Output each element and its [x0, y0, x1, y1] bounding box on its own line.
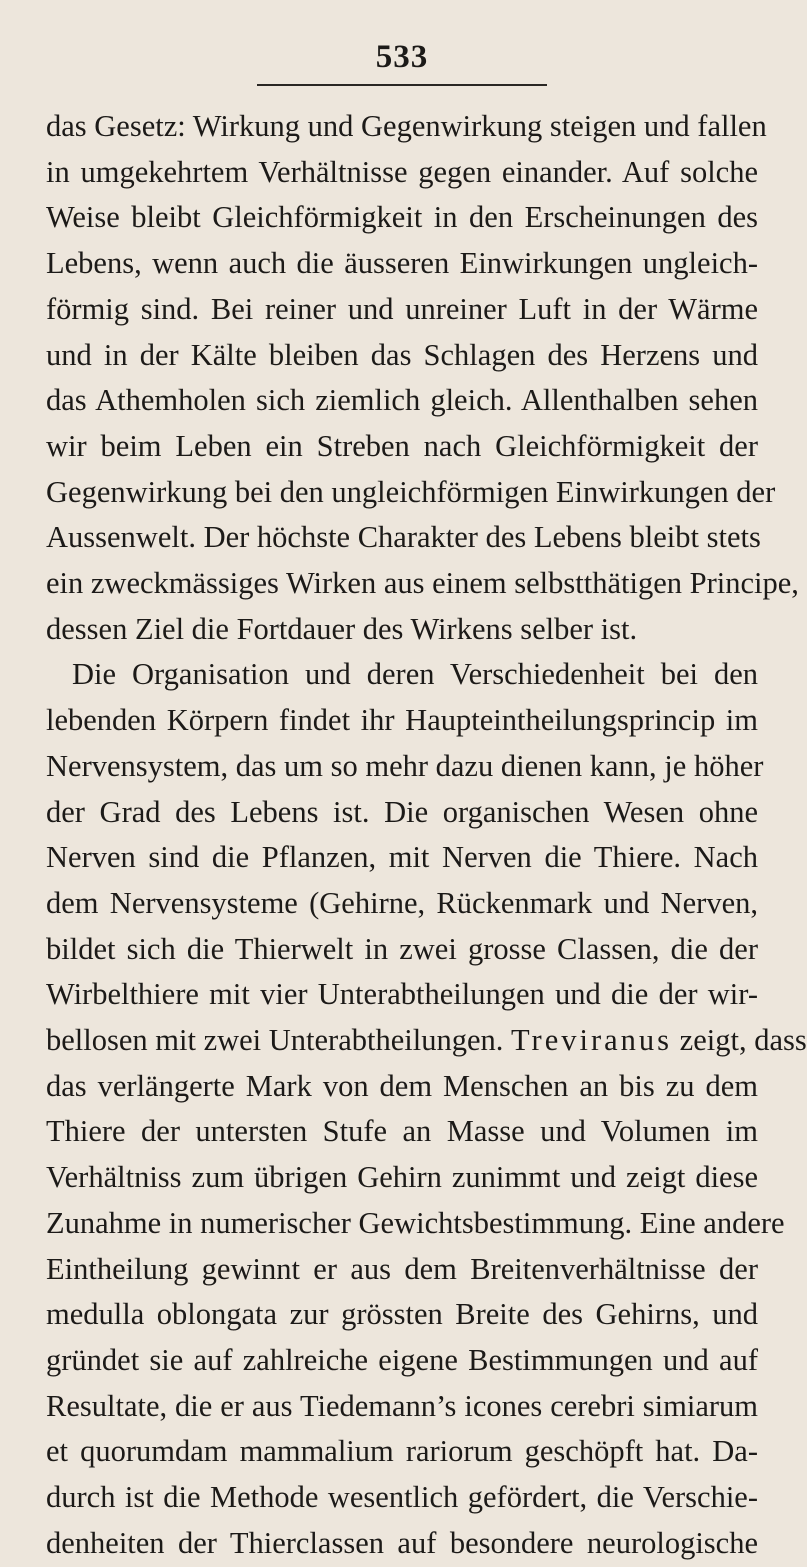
text-line-10: Aussenwelt. Der höchste Charakter des Lebens bleibt stets [46, 520, 761, 555]
text-line-6: und in der Kälte bleiben das Schlagen des Herzens und [46, 337, 758, 372]
text-line-11: ein zweckmässiges Wirken aus einem selbstthätigen Principe, [46, 566, 799, 601]
text-line-29: Resultate, die er aus Tiedemann’s icones cerebri simiarum [46, 1388, 758, 1423]
text-line-12: dessen Ziel die Fortdauer des Wirkens selber ist. [46, 611, 638, 646]
text-line-23: Thiere der untersten Stufe an Masse und Volumen im [46, 1114, 758, 1149]
header-rule [257, 84, 547, 86]
body-text [46, 104, 807, 1567]
text-line-21-end: zeigt, dass [672, 1023, 807, 1058]
text-line-32: denheiten der Thierclassen auf besondere neurologische [46, 1525, 758, 1560]
text-line-3: Weise bleibt Gleichförmigkeit in den Erscheinungen des [46, 200, 758, 235]
text-line-2: in umgekehrtem Verhältnisse gegen einander. Auf solche [46, 154, 758, 189]
text-line-13: Die Organisation und deren Verschiedenheit bei den [72, 657, 758, 692]
text-line-24: Verhältniss zum übrigen Gehirn zunimmt und zeigt diese [46, 1160, 758, 1195]
text-line-1: das Gesetz: Wirkung und Gegenwirkung steigen und fallen [46, 109, 767, 143]
text-line-21-start: bellosen mit zwei Unterabtheilungen. [46, 1023, 504, 1058]
text-line-28: gründet sie auf zahlreiche eigene Bestimmungen und auf [46, 1342, 758, 1377]
text-line-16: der Grad des Lebens ist. Die organischen Wesen ohne [46, 794, 758, 829]
text-line-31: durch ist die Methode wesentlich gefördert, die Verschie- [46, 1480, 758, 1515]
text-line-20: Wirbelthiere mit vier Unterabtheilungen und die der wir- [46, 977, 758, 1012]
text-line-26: Eintheilung gewinnt er aus dem Breitenverhältnisse der [46, 1251, 758, 1286]
text-line-19: bildet sich die Thierwelt in zwei grosse Classen, die der [46, 931, 758, 966]
text-line-25: Zunahme in numerischer Gewichtsbestimmung. Eine andere [46, 1205, 785, 1240]
text-line-14: lebenden Körpern findet ihr Haupteintheilungsprincip im [46, 703, 758, 738]
text-line-15: Nervensystem, das um so mehr dazu dienen kann, je höher [46, 748, 764, 783]
text-line-21 [46, 1018, 807, 1064]
text-line-18: dem Nervensysteme (Gehirne, Rückenmark und Nerven, [46, 885, 758, 920]
text-line-30: et quorumdam mammalium rariorum geschöpft hat. Da- [46, 1434, 758, 1469]
text-line-9: Gegenwirkung bei den ungleichförmigen Einwirkungen der [46, 474, 776, 509]
text-line-7: das Athemholen sich ziemlich gleich. Allenthalben sehen [46, 383, 758, 418]
text-line-17: Nerven sind die Pflanzen, mit Nerven die Thiere. Nach [46, 840, 758, 875]
text-line-22: das verlängerte Mark von dem Menschen an bis zu dem [46, 1068, 758, 1103]
text-line-5: förmig sind. Bei reiner und unreiner Luft in der Wärme [46, 291, 758, 326]
page-number: 533 [375, 39, 429, 75]
text-line-27: medulla oblongata zur grössten Breite des Gehirns, und [46, 1297, 758, 1332]
author-name-treviranus: Treviranus [511, 1023, 673, 1058]
text-line-4: Lebens, wenn auch die äusseren Einwirkungen ungleich- [46, 246, 758, 281]
text-line-8: wir beim Leben ein Streben nach Gleichförmigkeit der [46, 428, 758, 463]
